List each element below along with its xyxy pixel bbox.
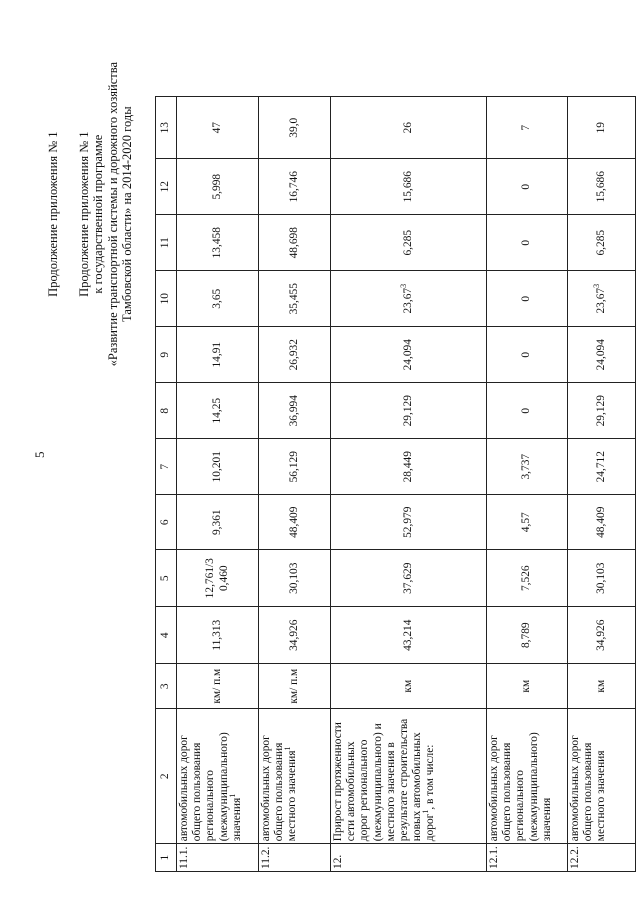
value-text: 7,526: [520, 565, 533, 592]
value-cell: [177, 215, 259, 271]
value-cell: [487, 607, 568, 664]
value-cell: [177, 495, 259, 550]
value-text: 13,458: [210, 227, 223, 259]
value-text: 47: [210, 122, 223, 134]
value-text: 14,91: [210, 341, 223, 368]
value-cell: [487, 159, 568, 215]
indicator-name: [259, 709, 331, 844]
table-row: [177, 97, 259, 872]
value-text: 16,746: [287, 171, 300, 203]
value-text: 0: [520, 295, 533, 302]
value-cell: [568, 327, 636, 383]
value-text: 0: [520, 351, 533, 358]
value-cell: [177, 97, 259, 159]
column-number: 5: [156, 550, 177, 607]
indicators-table: [155, 96, 636, 872]
column-number: 13: [156, 97, 177, 159]
value-text: 14,25: [210, 397, 223, 424]
column-number: 10: [156, 271, 177, 327]
value-text: 39,0: [287, 117, 300, 138]
value-cell: [177, 383, 259, 439]
column-number: 6: [156, 495, 177, 550]
value-text: 12,761/3 0,460: [204, 558, 230, 599]
column-number: 11: [156, 215, 177, 271]
value-text: 37,629: [401, 562, 414, 594]
value-text: 15,686: [401, 171, 414, 203]
value-cell: [487, 550, 568, 607]
value-text: 6,285: [594, 229, 607, 256]
value-text: 35,455: [287, 283, 300, 315]
value-text: 6,285: [401, 229, 414, 256]
value-cell: [331, 495, 487, 550]
value-cell: [177, 271, 259, 327]
heading-line-2: к государственной программе: [91, 134, 105, 294]
value-cell: [568, 439, 636, 495]
value-cell: [487, 271, 568, 327]
indicator-name-text: Прирост протяженности сети автомобильных дорог регионального (межмуниципального) и местного значения в результате строительства новых автомобильных дорог: [332, 718, 437, 842]
value-text: 36,994: [287, 395, 300, 427]
heading-line-4: Тамбовской области» на 2014-2020 годы: [120, 106, 134, 322]
column-number: 1: [156, 844, 177, 872]
value-text: 28,449: [401, 451, 414, 483]
value-text: 0: [520, 239, 533, 246]
value-text: 26: [401, 122, 414, 134]
value-cell: [259, 327, 331, 383]
table-row: [487, 97, 568, 872]
column-number: 4: [156, 607, 177, 664]
value-cell: [487, 383, 568, 439]
unit-cell: км: [568, 664, 636, 709]
indicator-name: [487, 709, 568, 844]
value-text: 5,998: [210, 173, 223, 200]
value-text: 30,103: [594, 562, 607, 594]
row-number: 12.2.: [568, 844, 636, 872]
row-number: 12.: [331, 844, 487, 872]
unit-cell: км/ п.м: [259, 664, 331, 709]
value-text: 24,094: [401, 339, 414, 371]
value-text: 48,409: [287, 506, 300, 538]
unit-cell: км: [487, 664, 568, 709]
table-header-row: [156, 97, 177, 872]
value-text: 52,979: [401, 506, 414, 538]
appendix-heading: [46, 62, 135, 366]
value-cell: [568, 495, 636, 550]
value-cell: [331, 97, 487, 159]
page-number: 5: [32, 451, 47, 458]
value-cell: [177, 607, 259, 664]
value-cell: [177, 550, 259, 607]
table-row: [568, 97, 636, 872]
value-text: 9,361: [210, 509, 223, 536]
value-text: 26,932: [287, 339, 300, 371]
heading-line-1: Продолжение приложения № 1: [76, 131, 91, 297]
value-text: 34,926: [287, 619, 300, 651]
footnote-mark: 1: [283, 746, 293, 751]
table-row: [331, 97, 487, 872]
value-cell: [331, 159, 487, 215]
value-cell: [331, 439, 487, 495]
value-text: 23,67: [594, 287, 607, 314]
value-text: 30,103: [287, 562, 300, 594]
value-text: 15,686: [594, 171, 607, 203]
row-number: 12.1.: [487, 844, 568, 872]
indicator-name: [331, 709, 487, 844]
value-cell: [487, 215, 568, 271]
value-cell: [259, 439, 331, 495]
column-number: 3: [156, 664, 177, 709]
value-text: 7: [520, 124, 533, 131]
value-cell: [331, 215, 487, 271]
value-cell: [259, 271, 331, 327]
table-row: [259, 97, 331, 872]
value-text: 23,67: [401, 287, 414, 314]
value-cell: [487, 327, 568, 383]
footnote-mark: 3: [592, 283, 602, 288]
value-cell: [568, 383, 636, 439]
value-text: 48,409: [594, 506, 607, 538]
value-cell: [259, 159, 331, 215]
value-cell: [568, 271, 636, 327]
value-text: 29,129: [594, 395, 607, 427]
unit-cell: км/ п.м: [177, 664, 259, 709]
row-number: 11.2.: [259, 844, 331, 872]
value-cell: [259, 383, 331, 439]
value-text: 48,698: [287, 227, 300, 259]
value-cell: [331, 607, 487, 664]
value-cell: [331, 550, 487, 607]
value-text: 3,65: [210, 288, 223, 309]
value-cell: [568, 550, 636, 607]
column-number: 8: [156, 383, 177, 439]
indicator-name-text: автомобильных дорог общего пользования местного значения: [569, 735, 608, 842]
value-text: 24,094: [594, 339, 607, 371]
value-text: 56,129: [287, 451, 300, 483]
value-cell: [568, 159, 636, 215]
value-cell: [259, 97, 331, 159]
value-cell: [331, 383, 487, 439]
value-text: 29,129: [401, 395, 414, 427]
heading-line-3: «Развитие транспортной системы и дорожного хозяйства: [105, 62, 120, 367]
continuation-title: Продолжение приложения № 1: [46, 131, 60, 297]
value-cell: [259, 215, 331, 271]
value-text: 0: [520, 407, 533, 414]
indicator-name-text: автомобильных дорог общего пользования регионального (межмуниципального) значения: [488, 732, 553, 842]
indicator-name-text: автомобильных дорог общего пользования местного значения: [260, 735, 299, 842]
value-text: 43,214: [401, 619, 414, 651]
indicator-name: [568, 709, 636, 844]
value-cell: [177, 439, 259, 495]
row-number: 11.1.: [177, 844, 259, 872]
indicator-name-tail: , в том числе:: [424, 744, 437, 810]
value-text: 8,789: [520, 622, 533, 649]
column-number: 12: [156, 159, 177, 215]
value-cell: [568, 215, 636, 271]
value-cell: [487, 97, 568, 159]
footnote-mark: 1: [228, 793, 238, 798]
value-cell: [487, 495, 568, 550]
value-cell: [331, 271, 487, 327]
value-text: 19: [594, 122, 607, 134]
unit-cell: км: [331, 664, 487, 709]
value-text: 0: [520, 183, 533, 190]
value-cell: [259, 607, 331, 664]
value-text: 3,737: [520, 453, 533, 480]
value-text: 34,926: [594, 619, 607, 651]
value-cell: [177, 159, 259, 215]
value-text: 24,712: [594, 451, 607, 483]
indicator-name: [177, 709, 259, 844]
column-number: 9: [156, 327, 177, 383]
column-number: 7: [156, 439, 177, 495]
value-cell: [331, 327, 487, 383]
value-cell: [568, 607, 636, 664]
value-cell: [487, 439, 568, 495]
value-text: 4,57: [520, 512, 533, 533]
value-cell: [259, 495, 331, 550]
value-cell: [259, 550, 331, 607]
column-number: 2: [156, 709, 177, 844]
footnote-mark: 1: [421, 809, 431, 814]
footnote-mark: 3: [399, 283, 409, 288]
indicator-name-text: автомобильных дорог общего пользования регионального (межмуниципального) значения: [178, 732, 243, 842]
value-cell: [177, 327, 259, 383]
value-text: 10,201: [210, 451, 223, 483]
value-cell: [568, 97, 636, 159]
value-text: 11,313: [210, 619, 223, 651]
